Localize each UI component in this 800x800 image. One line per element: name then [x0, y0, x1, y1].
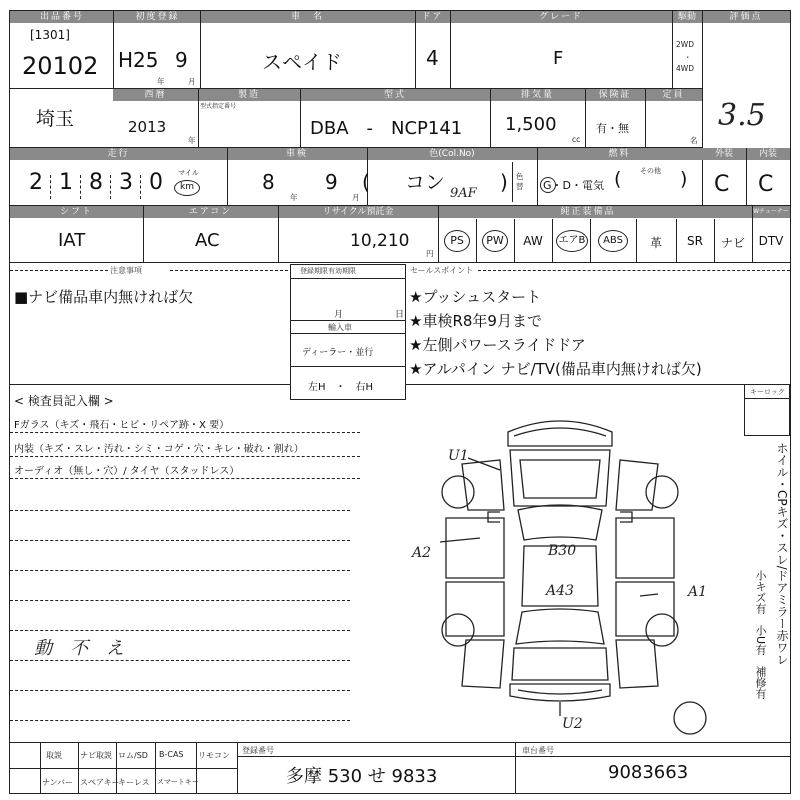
grade: F: [553, 48, 564, 69]
door-label: ドア: [421, 12, 444, 22]
interior-note: 内装（キズ・スレ・汚れ・シミ・コゲ・穴・キレ・破れ・割れ）: [14, 444, 304, 455]
footer-rom-sd: ロム/SD: [118, 751, 148, 760]
equip-pw: PW: [482, 230, 508, 252]
inspect-month: 9: [325, 170, 338, 194]
handwritten-note: 動 不 え: [34, 638, 124, 659]
equip-navi: ナビ: [720, 236, 745, 250]
equip-aw: AW: [523, 234, 543, 248]
fuel-options: G・D・電気: [543, 179, 604, 192]
footer-number: ナンバー: [42, 778, 74, 787]
displacement: 1,500: [505, 114, 557, 135]
reg-label: 登録期限有効期限: [300, 267, 356, 275]
inspect-year: 8: [262, 170, 275, 194]
displacement-label: 排気量: [520, 90, 554, 100]
chassis-number: 9083663: [608, 762, 689, 783]
score-label: 評価点: [729, 12, 763, 22]
chassis-label: 車台番号: [522, 746, 554, 755]
first-reg-year: H25: [118, 48, 159, 72]
color-change: 色替: [516, 172, 524, 191]
reg-month: 月: [334, 310, 344, 320]
lot-number: 20102: [22, 52, 99, 80]
color-name: コン: [405, 170, 445, 194]
fuel-paren-open: (: [614, 168, 622, 190]
damage-mark-a2: A2: [412, 545, 432, 561]
model-label: 型式: [383, 90, 406, 100]
sales-label: セールスポイント: [410, 266, 474, 275]
insurance: 有・無: [596, 122, 629, 135]
capacity-label: 定員: [662, 90, 685, 100]
footer-bcas: B-CAS: [159, 750, 184, 759]
equip-dtv: DTV: [758, 234, 784, 248]
damage-mark-b30: B30: [548, 543, 577, 559]
ac-type: AC: [195, 230, 220, 251]
fuel-paren-close: ): [680, 168, 688, 190]
drive-2wd: 2WD: [676, 40, 694, 49]
import-type: ディーラー・並行: [302, 348, 374, 358]
capacity-unit: 名: [690, 136, 698, 145]
car-name-label: 車 名: [290, 12, 324, 22]
equipment-label: 純正装備品: [560, 207, 616, 217]
tuner-label: Wチューナー: [753, 208, 789, 215]
inspect-month-unit: 月: [352, 193, 360, 202]
exterior-label: 外装: [714, 149, 733, 159]
first-reg-month: 9: [175, 48, 188, 72]
insurance-label: 保険証: [598, 90, 632, 100]
equip-ps: PS: [444, 230, 470, 252]
model-code: DBA - NCP141: [310, 118, 463, 139]
side-note-1: ホイル・CPキズ・スレ/ドアミラー赤ワレ: [775, 442, 789, 666]
drive-4wd: 4WD: [676, 64, 694, 73]
keylock-label: キーロック: [750, 388, 785, 396]
mfr-label: 製造: [237, 90, 260, 100]
interior-grade: C: [758, 172, 774, 197]
color-paren-open: (: [362, 170, 370, 194]
plate-number: 多摩 530 せ 9833: [286, 766, 438, 787]
mileage-digit-5: 0: [149, 170, 163, 195]
equip-leather: 革: [649, 236, 662, 250]
mileage-digit-2: 1: [59, 170, 73, 195]
mileage-digit-1: 2: [29, 170, 43, 195]
drive-dot: ・: [684, 53, 692, 62]
western-label: 西暦: [144, 90, 167, 100]
exterior-grade: C: [714, 172, 730, 197]
first-reg-label: 初度登録: [135, 12, 180, 22]
lot-label: 出品番号: [39, 12, 84, 22]
damage-mark-a1: A1: [688, 584, 708, 600]
inspect-label: 車検: [285, 149, 308, 159]
plate-label: 登録番号: [242, 746, 274, 755]
recycle-amount: 10,210: [350, 231, 410, 251]
sales-point-3: ★左側パワースライドドア: [409, 336, 586, 354]
damage-mark-a43: A43: [546, 583, 574, 599]
door-count: 4: [426, 46, 439, 70]
caution-label: 注意事項: [110, 266, 142, 275]
color-code: 9AF: [450, 186, 477, 201]
footer-smartkey: スマートキー: [157, 778, 199, 786]
equip-abs: ABS: [598, 230, 628, 252]
fuel-other: その他: [640, 167, 661, 175]
car-name: スペイド: [262, 50, 342, 74]
sales-point-4: ★アルパイン ナビ/TV(備品車内無ければ欠): [409, 360, 702, 378]
year-unit: 年: [157, 77, 165, 86]
ac-label: エアコン: [188, 207, 233, 217]
shift-type: IAT: [58, 230, 86, 251]
handle-side: 左H ・ 右H: [308, 382, 374, 393]
yen-unit: 円: [426, 249, 434, 258]
footer-navi-manual: ナビ取説: [80, 751, 112, 760]
inspect-year-unit: 年: [290, 193, 298, 202]
footer-remote: リモコン: [198, 751, 230, 760]
equip-airbag: エアB: [556, 230, 588, 252]
grade-label: グレード: [538, 12, 583, 22]
sales-point-1: ★プッシュスタート: [409, 288, 542, 306]
inspector-title: < 検査員記入欄 >: [14, 394, 114, 408]
western-year: 2013: [128, 118, 167, 136]
score-value: 3.5: [718, 98, 766, 133]
shift-label: シフト: [59, 207, 93, 217]
drive-label: 駆動: [677, 12, 696, 22]
mileage-digit-4: 3: [119, 170, 133, 195]
color-label: 色(Col.No): [429, 149, 475, 159]
cc-unit: cc: [572, 135, 581, 144]
interior-label: 内装: [758, 149, 777, 159]
western-year-unit: 年: [188, 136, 196, 145]
reg-day: 日: [395, 310, 405, 320]
mile-unit: マイル: [178, 169, 199, 177]
audio-tire-note: オーディオ（無し・穴）/ タイヤ（スタッドレス）: [14, 466, 240, 477]
km-unit: km: [174, 180, 200, 196]
recycle-label: リサイクル預託金: [322, 207, 394, 217]
mileage-label: 走行: [107, 149, 130, 159]
color-paren-close: ): [500, 170, 508, 194]
mileage-digit-3: 8: [89, 170, 103, 195]
caution-text: ■ナビ備品車内無ければ欠: [14, 288, 194, 306]
sales-point-2: ★車検R8年9月まで: [409, 312, 542, 330]
fuel-label: 燃料: [608, 149, 631, 159]
damage-mark-u1: U1: [448, 448, 469, 464]
glass-note: Fガラス（キズ・飛石・ヒビ・リペア跡・X 要）: [14, 420, 230, 431]
import-label: 輸入車: [328, 323, 352, 332]
lot-code: [1301]: [30, 28, 70, 42]
mfr-sub-label: 型式指定番号: [200, 103, 237, 110]
equip-sr: SR: [687, 234, 703, 248]
prefecture: 埼玉: [36, 108, 75, 130]
damage-mark-u2: U2: [562, 716, 583, 732]
month-unit: 月: [188, 77, 196, 86]
footer-keyless: キーレス: [118, 778, 150, 787]
footer-spare-key: スペアキー: [80, 778, 120, 787]
side-note-2: 小キズ有 小U有 補修有: [754, 570, 767, 700]
footer-manual: 取説: [46, 751, 62, 760]
